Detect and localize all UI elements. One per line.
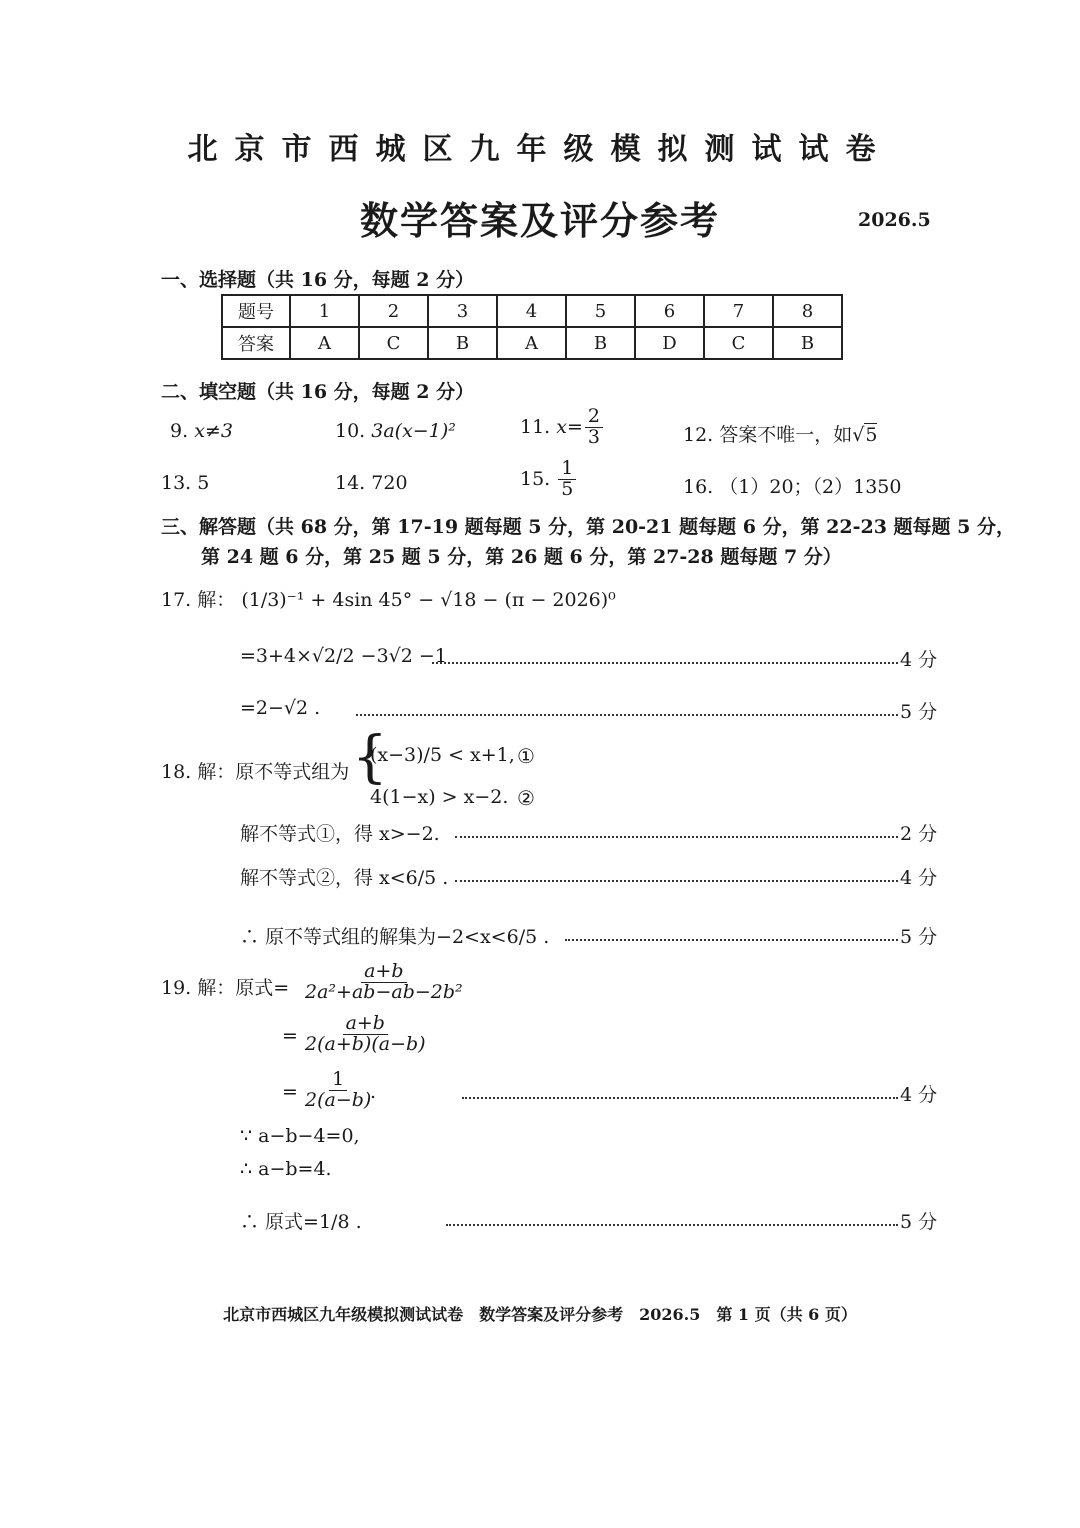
row-label-answer: 答案 xyxy=(222,327,290,359)
table-cell: 4 xyxy=(497,295,566,327)
q18-step1: 解不等式①，得 x>−2. xyxy=(240,823,440,845)
fill-q14 xyxy=(335,472,408,494)
numerator: 1 xyxy=(558,459,576,480)
table-cell: A xyxy=(290,327,359,359)
equals-sign: = xyxy=(282,1081,298,1103)
answer-text: 720 xyxy=(371,472,408,494)
q19-therefore-2: ∴ 原式=1/8 . xyxy=(240,1211,362,1233)
document-date: 2026.5 xyxy=(858,209,931,231)
score-label: 5 分 xyxy=(900,1211,938,1233)
circled-two-mark: ② xyxy=(517,786,535,810)
fraction xyxy=(302,962,466,1003)
q19-therefore-1: ∴ a−b=4. xyxy=(240,1158,332,1180)
exam-title: 北京市西城区九年级模拟测试试卷 xyxy=(187,132,893,167)
q18-step2: 解不等式②，得 x<6/5 . xyxy=(240,867,449,889)
dot-leader xyxy=(455,880,898,882)
fill-q10 xyxy=(335,420,456,442)
table-cell: 7 xyxy=(704,295,773,327)
question-number: 13. xyxy=(161,472,192,494)
question-number: 11. xyxy=(520,416,551,439)
answer-text: 3a(x−1)² xyxy=(371,420,456,442)
table-cell: C xyxy=(359,327,428,359)
equals-sign: = xyxy=(282,1025,298,1047)
section-choice-heading: 一、选择题（共 16 分，每题 2 分） xyxy=(161,269,475,291)
radicand: 5 xyxy=(865,424,878,446)
denominator: 3 xyxy=(587,425,600,448)
table-cell: A xyxy=(497,327,566,359)
question-number: 12. xyxy=(683,424,714,446)
table-cell: B xyxy=(428,327,497,359)
q17-label-expression xyxy=(161,585,616,612)
question-label: 17. 解： xyxy=(161,589,236,611)
section-solve-heading-line1: 三、解答题（共 68 分，第 17-19 题每题 5 分，第 20-21 题每题 6 分，第 22-23 题每题 5 分， xyxy=(161,516,1016,538)
dot-leader xyxy=(462,1097,898,1099)
q19-label: 19. 解：原式= xyxy=(161,977,290,999)
section-solve-heading-line2: 第 24 题 6 分，第 25 题 5 分，第 26 题 6 分，第 27-28 题每题 7 分） xyxy=(201,546,842,568)
numerator: a+b xyxy=(343,1014,388,1035)
fill-q15 xyxy=(520,459,578,500)
score-label: 2 分 xyxy=(900,823,938,845)
dot-leader xyxy=(455,836,898,838)
denominator: 2a²+ab−ab−2b² xyxy=(305,980,463,1003)
answer-text: x≠3 xyxy=(194,420,233,442)
circled-one-mark: ① xyxy=(517,744,535,768)
page-footer: 北京市西城区九年级模拟测试试卷 数学答案及评分参考 2026.5 第 1 页（共 6 页） xyxy=(223,1305,857,1324)
numerator: 1 xyxy=(329,1070,347,1091)
brace: { xyxy=(352,725,388,790)
q18-inequality-2: 4(1−x) > x−2. xyxy=(370,786,509,808)
score-label: 4 分 xyxy=(900,1084,938,1106)
row-label-number: 题号 xyxy=(222,295,290,327)
fill-q12 xyxy=(683,420,877,447)
fraction xyxy=(302,1068,377,1111)
table-cell: C xyxy=(704,327,773,359)
table-cell: 3 xyxy=(428,295,497,327)
score-label: 4 分 xyxy=(900,867,938,889)
dot-leader xyxy=(356,714,898,716)
sqrt-sign: √ xyxy=(852,424,865,446)
fraction xyxy=(585,407,603,448)
q17-step1: =3+4×√2/2 −3√2 −1 xyxy=(240,645,447,667)
answer-text: 答案不唯一，如 xyxy=(719,424,853,446)
dot-leader xyxy=(565,939,898,941)
q19-because: ∵ a−b−4=0, xyxy=(240,1125,360,1147)
section-fill-heading: 二、填空题（共 16 分，每题 2 分） xyxy=(161,381,475,403)
denominator: 2(a+b)(a−b) xyxy=(305,1032,426,1055)
table-cell: D xyxy=(635,327,704,359)
document-subtitle: 数学答案及评分参考 xyxy=(359,198,720,243)
table-cell: 6 xyxy=(635,295,704,327)
fill-q9 xyxy=(170,420,233,442)
answer-text: x= xyxy=(556,416,583,439)
table-cell: 2 xyxy=(359,295,428,327)
table-cell: 5 xyxy=(566,295,635,327)
answer-text: （1）20；（2）1350 xyxy=(719,476,902,498)
answer-text: 5 xyxy=(197,472,210,494)
score-label: 5 分 xyxy=(900,926,938,948)
fraction xyxy=(558,459,576,500)
table-cell: B xyxy=(773,327,842,359)
question-number: 9. xyxy=(170,420,189,442)
question-number: 15. xyxy=(520,468,551,491)
q18-step3: ∴ 原不等式组的解集为−2<x<6/5 . xyxy=(240,926,550,948)
dot-leader xyxy=(432,662,898,664)
q17-step2: =2−√2 . xyxy=(240,697,321,719)
numerator: a+b xyxy=(361,962,406,983)
fill-q16 xyxy=(683,472,901,499)
table-row-numbers xyxy=(222,295,842,327)
score-label: 5 分 xyxy=(900,701,938,723)
table-cell: B xyxy=(566,327,635,359)
question-number: 14. xyxy=(335,472,366,494)
q18-inequality-1: (x−3)/5 < x+1, xyxy=(370,744,515,766)
table-row-answers xyxy=(222,327,842,359)
denominator: 5 xyxy=(561,477,574,500)
question-number: 16. xyxy=(683,476,714,498)
period: . xyxy=(370,1081,377,1103)
score-label: 4 分 xyxy=(900,649,938,671)
q18-label: 18. 解：原不等式组为 xyxy=(161,761,350,783)
choice-answer-table xyxy=(221,294,843,360)
table-cell: 1 xyxy=(290,295,359,327)
dot-leader xyxy=(446,1224,898,1226)
fraction xyxy=(302,1014,429,1055)
fill-q11 xyxy=(520,407,605,448)
question-number: 10. xyxy=(335,420,366,442)
math-expression: (1/3)⁻¹ + 4sin 45° − √18 − (π − 2026)⁰ xyxy=(241,589,616,611)
numerator: 2 xyxy=(585,407,603,428)
fill-q13 xyxy=(161,472,209,494)
table-cell: 8 xyxy=(773,295,842,327)
denominator: 2(a−b) xyxy=(305,1088,372,1111)
